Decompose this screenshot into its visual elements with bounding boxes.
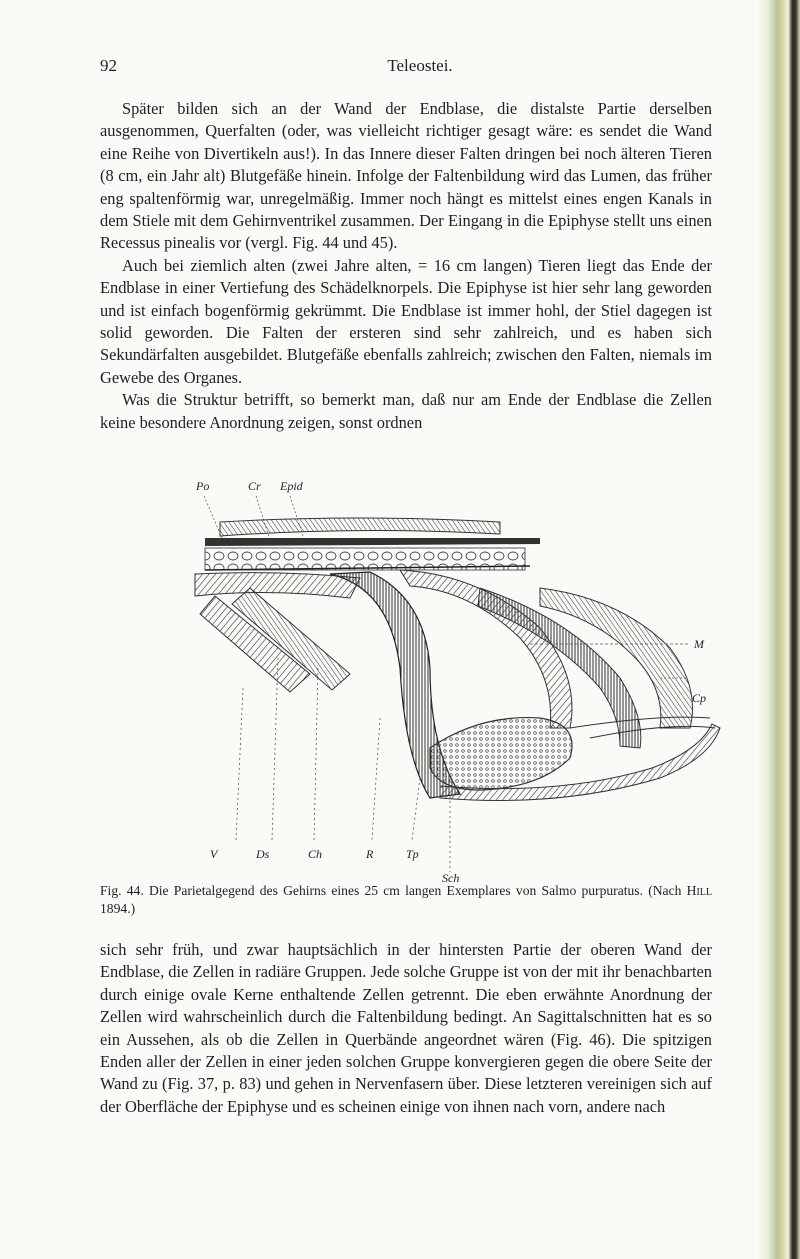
- figure-caption: [100, 882, 712, 918]
- label-po: Po: [196, 479, 210, 493]
- label-r: R: [366, 847, 374, 861]
- label-epid: Epid: [280, 479, 303, 493]
- caption-author: Hill: [686, 883, 712, 898]
- caption-text: Fig. 44. Die Parietalgegend des Gehirns eines 25 cm langen Exemplares von Salmo purpuratus. (Nach: [100, 883, 687, 898]
- label-ds: Ds: [256, 847, 270, 861]
- figure-44: [100, 478, 740, 898]
- label-sch: Sch: [442, 871, 460, 885]
- label-m: M: [694, 637, 704, 651]
- label-cr: Cr: [248, 479, 261, 493]
- caption-year: 1894.): [100, 901, 136, 916]
- label-v: V: [210, 847, 218, 861]
- book-binding-edge: [758, 0, 800, 1259]
- body-text-bottom: [100, 939, 712, 1118]
- paragraph: Später bilden sich an der Wand der Endblase, die distalste Partie derselben ausgenommen, Querfalten (oder, was vielleicht richtiger gesagt wäre: es sendet die Wand eine Reihe von Divertikeln aus!). In das Innere dieser Falten dringen bei noch älteren Tieren (8 cm, ein Jahr alt) Blutgefäße hinein. Infolge der Faltenbildung wird das Lumen, das früher eng spaltenförmig war, unregelmäßig. Immer noch hängt es mittelst eines engen Kanals in dem Stiele mit dem Gehirnventrikel zusammen. Der Eingang in die Epiphyse stellt uns einen Recessus pinealis vor (vergl. Fig. 44 und 45).: [100, 99, 712, 253]
- paragraph: Auch bei ziemlich alten (zwei Jahre alten, = 16 cm langen) Tieren liegt das Ende der Endblase in einer Vertiefung des Schädelknorpels. Die Epiphyse ist hier sehr lang geworden und ist einfach bogenförmig gekrümmt. Die Endblase ist immer hohl, der Stiel dagegen ist solid geworden. Die Falten der ersteren sind sehr zahlreich, und es haben sich Sekundärfalten ausgebildet. Blutgefäße ebenfalls zahlreich; zwischen den Falten, niemals im Gewebe des Organes.: [100, 255, 712, 387]
- page-number: 92: [100, 56, 117, 75]
- brain-section-illustration: [100, 478, 740, 898]
- body-text-top: [100, 98, 712, 434]
- paragraph: Was die Struktur betrifft, so bemerkt man, daß nur am Ende der Endblase die Zellen keine besondere Anordnung zeigen, sonst ordnen: [100, 390, 712, 432]
- running-head: [100, 56, 740, 80]
- label-tp: Tp: [406, 847, 419, 861]
- label-cp: Cp: [692, 691, 707, 705]
- label-ch: Ch: [308, 847, 323, 861]
- paragraph: sich sehr früh, und zwar hauptsächlich in der hintersten Partie der oberen Wand der Endblase, die Zellen in radiäre Gruppen. Jede solche Gruppe ist von der mit ihr benachbarten durch einige ovale Kerne enthaltende Zellen getrennt. Die eben erwähnte Anordnung der Zellen wird wahrscheinlich durch die Faltenbildung bedingt. An Sagittalschnitten hat es so ein Aussehen, als ob die Zellen in Querbände angeordnet wären (Fig. 46). Die spitzigen Enden aller der Zellen in einer jeden solchen Gruppe konvergieren gegen die obere Seite der Wand zu (Fig. 37, p. 83) und gehen in Nervenfasern über. Diese letzteren vereinigen sich auf der Oberfläche der Epiphyse und es scheinen einige von ihnen nach vorn, andere nach: [100, 940, 712, 1116]
- running-title: Teleostei.: [387, 56, 453, 75]
